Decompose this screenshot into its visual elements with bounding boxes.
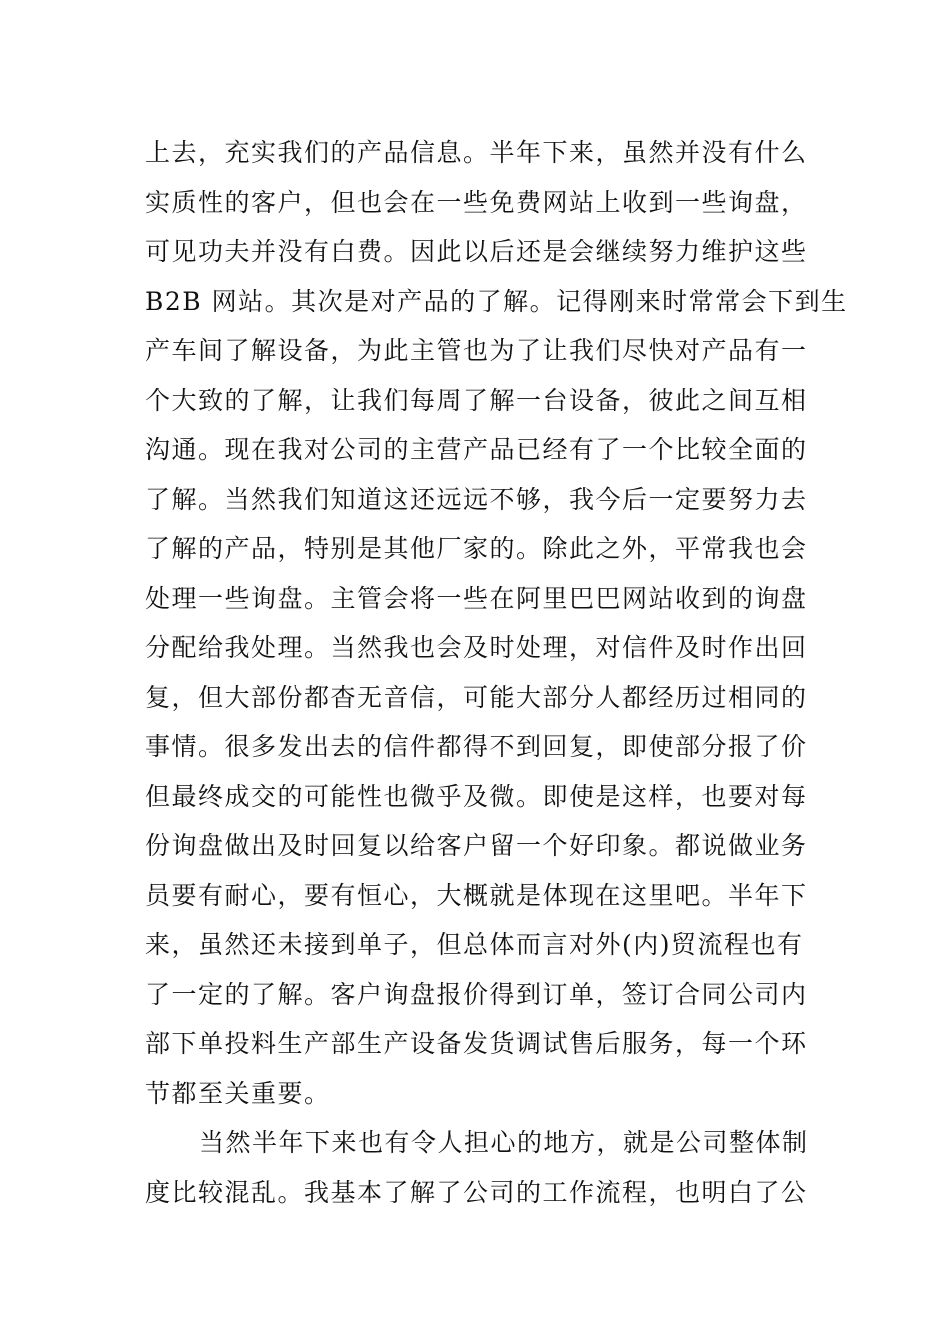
text-line: 处理一些询盘。主管会将一些在阿里巴巴网站收到的询盘	[145, 583, 808, 613]
text-line: 了解的产品，特别是其他厂家的。除此之外，平常我也会	[145, 534, 808, 563]
text-line: 节都至关重要。	[145, 1078, 331, 1108]
text-line: 了解。当然我们知道这还远远不够，我今后一定要努力去	[145, 484, 808, 514]
text-line: 上去，充实我们的产品信息。半年下来，虽然并没有什么	[145, 138, 808, 167]
text-line: 产车间了解设备，为此主管也为了让我们尽快对产品有一	[145, 336, 808, 365]
text-line: 沟通。现在我对公司的主营产品已经有了一个比较全面的	[145, 435, 808, 464]
text-line: 但最终成交的可能性也微乎及微。即使是这样，也要对每	[145, 781, 808, 811]
document-body	[145, 128, 848, 1217]
paragraph-2	[145, 1118, 845, 1217]
text-line: B2B 网站。其次是对产品的了解。记得刚来时常常会下到生	[145, 286, 848, 316]
text-line: 复，但大部份都杳无音信，可能大部分人都经历过相同的	[145, 682, 808, 712]
text-line: 了一定的了解。客户询盘报价得到订单，签订合同公司内	[145, 979, 808, 1009]
text-line: 当然半年下来也有令人担心的地方，就是公司整体制	[199, 1128, 809, 1157]
text-line: 实质性的客户，但也会在一些免费网站上收到一些询盘，	[145, 187, 808, 217]
text-line: 部下单投料生产部生产设备发货调试售后服务，每一个环	[145, 1029, 808, 1058]
text-line: 份询盘做出及时回复以给客户留一个好印象。都说做业务	[145, 831, 808, 860]
text-line: 事情。很多发出去的信件都得不到回复，即使部分报了价	[145, 732, 808, 761]
paragraph-1	[145, 128, 848, 1118]
text-line: 来，虽然还未接到单子，但总体而言对外(内)贸流程也有	[145, 930, 804, 959]
text-line: 可见功夫并没有白费。因此以后还是会继续努力维护这些	[145, 237, 808, 266]
text-line: 分配给我处理。当然我也会及时处理，对信件及时作出回	[145, 633, 808, 662]
text-line: 员要有耐心，要有恒心，大概就是体现在这里吧。半年下	[145, 880, 808, 910]
text-line: 度比较混乱。我基本了解了公司的工作流程，也明白了公	[145, 1177, 808, 1207]
text-line: 个大致的了解，让我们每周了解一台设备，彼此之间互相	[145, 385, 808, 415]
